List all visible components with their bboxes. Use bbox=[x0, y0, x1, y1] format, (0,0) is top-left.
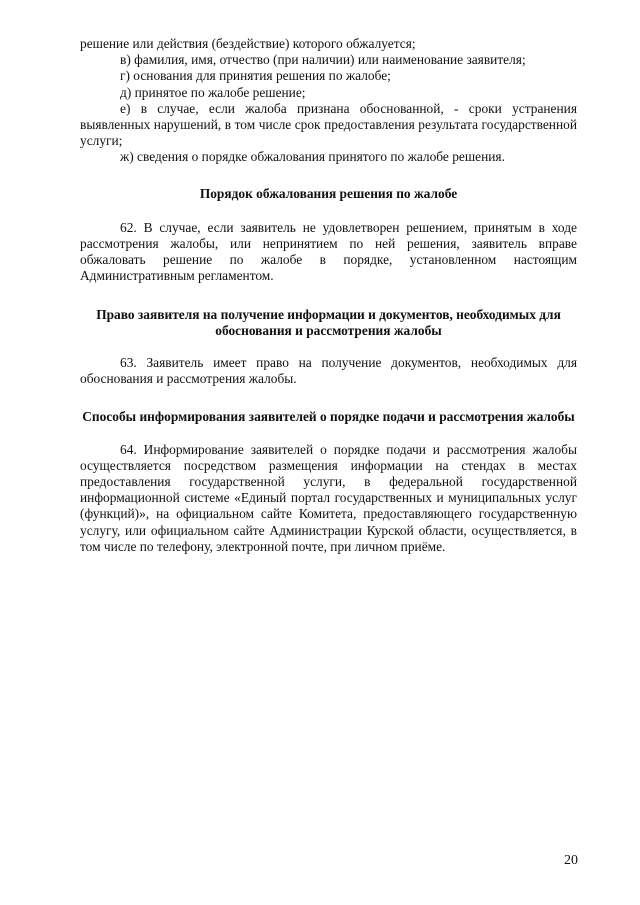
list-continuation-line: решение или действия (бездействие) которого обжалуется; bbox=[80, 36, 416, 51]
list-item-v: в) фамилия, имя, отчество (при наличии) или наименование заявителя; bbox=[120, 52, 526, 68]
list-item-d: д) принятое по жалобе решение; bbox=[120, 84, 306, 100]
paragraph-62: 62. В случае, если заявитель не удовлетворен решением, принятым в ходе рассмотрения жалобы, или непринятием по ней решения, заявитель вправе обжаловать решение по жалобе в порядке, установленном настоящим Административным регламентом. bbox=[80, 219, 577, 284]
section-heading-informing-methods: Способы информирования заявителей о порядке подачи и рассмотрения жалобы bbox=[82, 409, 575, 425]
paragraph-64: 64. Информирование заявителей о порядке подачи и рассмотрения жалобы осуществляется посредством размещения информации на стендах в местах предоставления государственной услуги, в федеральной государственной информационной системе «Единый портал государственных и муниципальных услуг (функций)», на официальном сайте Комитета, предоставляющего государственную услугу, или официальном сайте Администрации Курской области, осуществляется, в том числе по телефону, электронной почте, при личном приёме. bbox=[80, 441, 577, 554]
list-item-zh: ж) сведения о порядке обжалования принятого по жалобе решения. bbox=[120, 149, 505, 165]
list-item-e: е) в случае, если жалоба признана обоснованной, - сроки устранения выявленных нарушений, в том числе срок предоставления результата государственной услуги; bbox=[80, 100, 577, 149]
section-heading-right-to-information: Право заявителя на получение информации и документов, необходимых для обоснования и рассмотрения жалобы bbox=[96, 306, 561, 338]
page-number: 20 bbox=[564, 853, 578, 868]
page-content bbox=[80, 36, 577, 555]
list-item-g: г) основания для принятия решения по жалобе; bbox=[120, 68, 391, 84]
section-heading-appeal-procedure: Порядок обжалования решения по жалобе bbox=[199, 185, 458, 201]
paragraph-63: 63. Заявитель имеет право на получение документов, необходимых для обоснования и рассмотрения жалобы. bbox=[80, 355, 577, 387]
